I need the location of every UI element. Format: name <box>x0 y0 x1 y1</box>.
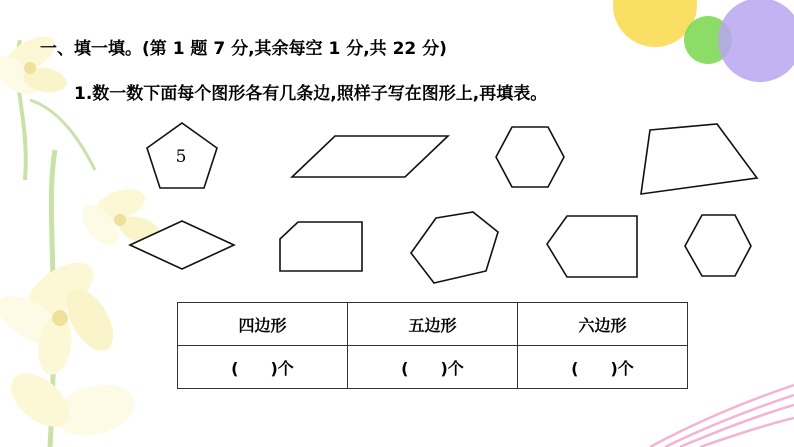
hexagon-shape <box>496 127 564 187</box>
trapezoid-shape <box>641 124 757 194</box>
irregular-hexagon-shape <box>411 212 498 283</box>
example-label: 5 <box>175 147 187 167</box>
irregular-pentagon-shape <box>547 216 637 277</box>
table-header-row <box>178 303 688 346</box>
cut-corner-quadrilateral-pentagon-shape <box>280 222 362 271</box>
small-hexagon-shape <box>685 215 751 276</box>
header-hexagon: 六边形 <box>518 303 688 346</box>
rhombus-shape <box>130 221 234 269</box>
answer-pentagon-count[interactable]: ( )个 <box>348 346 518 389</box>
answer-table <box>177 302 688 389</box>
section-heading: 一、填一填。(第 1 题 7 分,其余每空 1 分,共 22 分) <box>40 39 447 59</box>
question-text: 1.数一数下面每个图形各有几条边,照样子写在图形上,再填表。 <box>74 84 548 104</box>
header-quadrilateral: 四边形 <box>178 303 348 346</box>
answer-hexagon-count[interactable]: ( )个 <box>518 346 688 389</box>
parallelogram-shape <box>292 136 448 177</box>
table-answer-row <box>178 346 688 389</box>
answer-quadrilateral-count[interactable]: ( )个 <box>178 346 348 389</box>
header-pentagon: 五边形 <box>348 303 518 346</box>
